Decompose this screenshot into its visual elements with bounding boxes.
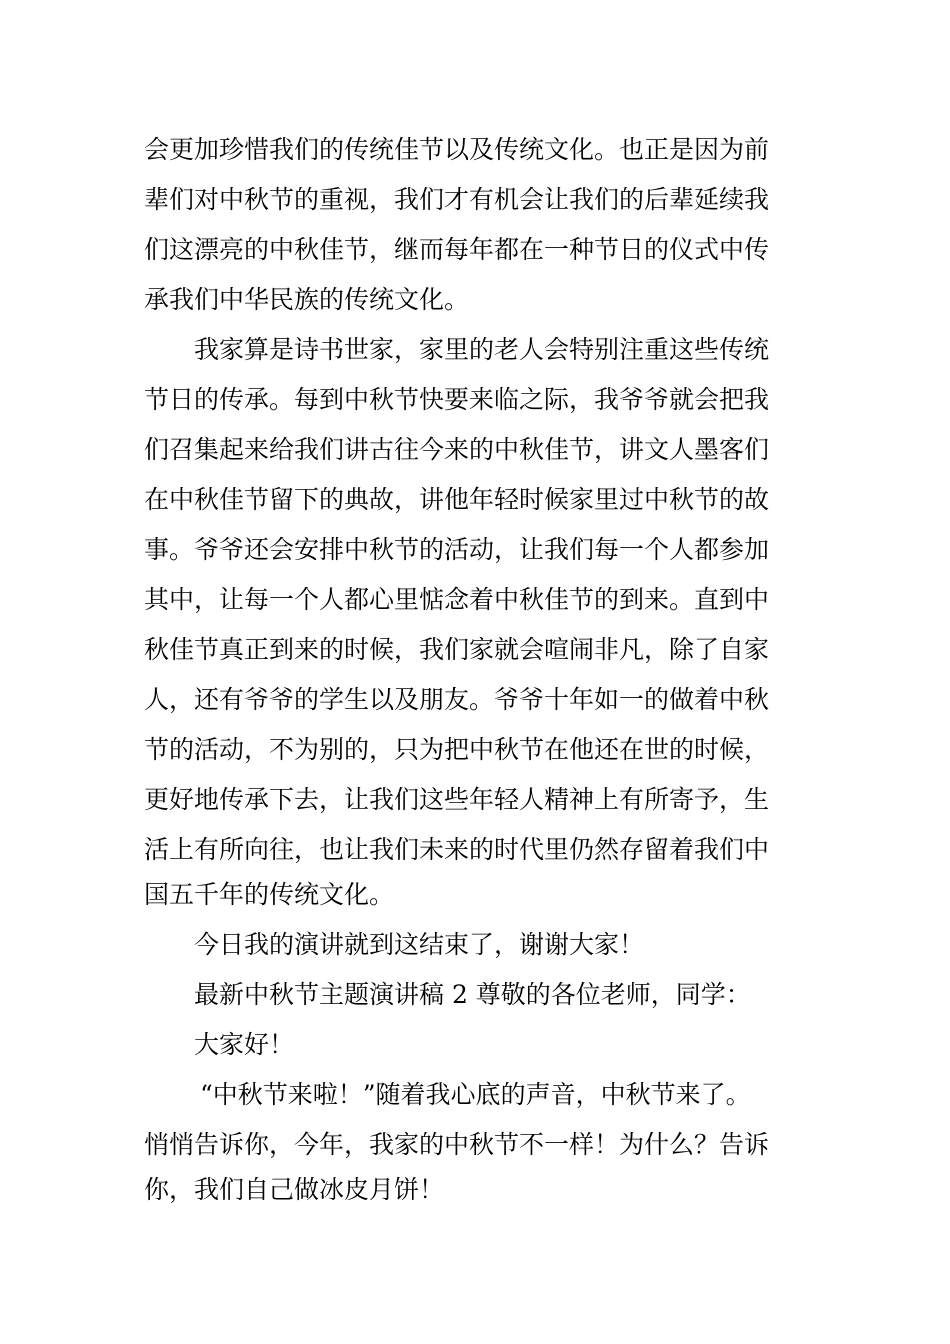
text-line: 其中，让每一个人都心里惦念着中秋佳节的到来。直到中: [144, 585, 770, 614]
text-line: 承我们中华民族的传统文化。: [144, 285, 470, 314]
text-line: 事。爷爷还会安排中秋节的活动，让我们每一个人都参加: [144, 535, 770, 564]
text-line: 在中秋佳节留下的典故，讲他年轻时候家里过中秋节的故: [144, 485, 770, 514]
section-title-line: 最新中秋节主题演讲稿 2 尊敬的各位老师，同学：: [194, 980, 751, 1009]
text-line: 秋佳节真正到来的时候，我们家就会喧闹非凡，除了自家: [144, 635, 770, 664]
text-line: 节的活动，不为别的，只为把中秋节在他还在世的时候，: [144, 735, 770, 764]
text-line: 会更加珍惜我们的传统佳节以及传统文化。也正是因为前: [144, 135, 770, 164]
text-line: 活上有所向往，也让我们未来的时代里仍然存留着我们中: [144, 835, 770, 864]
text-line: 辈们对中秋节的重视，我们才有机会让我们的后辈延续我: [144, 185, 770, 214]
text-line: 悄悄告诉你，今年，我家的中秋节不一样！为什么？告诉: [144, 1130, 770, 1159]
closing-line: 今日我的演讲就到这结束了，谢谢大家！: [194, 930, 645, 959]
text-line: 节日的传承。每到中秋节快要来临之际，我爷爷就会把我: [144, 385, 770, 414]
greeting-line: 大家好！: [194, 1030, 295, 1059]
text-line: 人，还有爷爷的学生以及朋友。爷爷十年如一的做着中秋: [144, 685, 770, 714]
text-line: 们召集起来给我们讲古往今来的中秋佳节，讲文人墨客们: [144, 435, 770, 464]
text-line: 你，我们自己做冰皮月饼！: [144, 1175, 445, 1204]
text-line: 们这漂亮的中秋佳节，继而每年都在一种节日的仪式中传: [144, 235, 770, 264]
text-line: 更好地传承下去，让我们这些年轻人精神上有所寄予，生: [144, 785, 770, 814]
paragraph-start-line: “中秋节来啦！”随着我心底的声音，中秋节来了。: [200, 1080, 751, 1109]
paragraph-start-line: 我家算是诗书世家，家里的老人会特别注重这些传统: [194, 335, 770, 364]
text-line: 国五千年的传统文化。: [144, 880, 395, 909]
